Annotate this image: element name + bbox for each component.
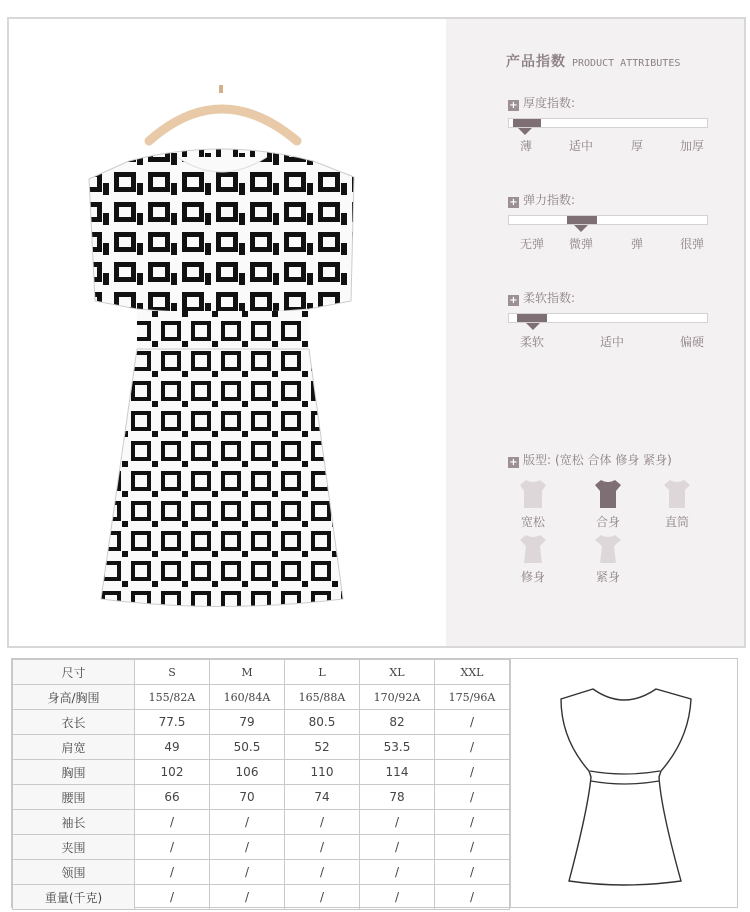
product-photo <box>9 19 446 646</box>
table-cell: / <box>435 860 510 885</box>
table-cell: 52 <box>285 735 360 760</box>
table-cell: / <box>210 835 285 860</box>
table-cell: 49 <box>135 735 210 760</box>
triangle-down-icon <box>574 225 588 232</box>
softness-fill <box>517 314 547 322</box>
dress-shape-icon <box>594 534 622 564</box>
table-cell: 160/84A <box>210 685 285 710</box>
dress-shape-icon <box>663 479 691 509</box>
table-cell: 70 <box>210 785 285 810</box>
table-cell: / <box>360 810 435 835</box>
size-label: M <box>210 660 285 685</box>
dress-sketch <box>510 659 737 907</box>
table-cell: 66 <box>135 785 210 810</box>
softness-ticks: 柔软 适中 偏硬 <box>519 335 705 349</box>
table-cell: / <box>210 860 285 885</box>
table-cell: / <box>360 835 435 860</box>
dress-shape-icon <box>519 534 547 564</box>
table-cell: / <box>210 810 285 835</box>
table-cell: / <box>435 710 510 735</box>
product-attributes-panel <box>446 19 744 646</box>
table-row <box>13 835 510 860</box>
row-label: 袖长 <box>13 810 135 835</box>
table-cell: / <box>360 885 435 910</box>
row-label: 衣长 <box>13 710 135 735</box>
size-label: L <box>285 660 360 685</box>
softness-scale <box>508 313 708 323</box>
fit-shape-fitted-selected: 合身 <box>588 479 628 530</box>
table-row <box>13 860 510 885</box>
table-cell: / <box>435 835 510 860</box>
plus-icon: + <box>509 100 518 111</box>
dress-outline-icon <box>511 659 738 907</box>
table-cell: / <box>435 785 510 810</box>
attributes-title-zh: 产品指数 <box>506 54 566 70</box>
fit-shape-straight: 直筒 <box>657 479 697 530</box>
fit-options: (宽松 合体 修身 紧身) <box>555 453 672 467</box>
table-cell: / <box>285 810 360 835</box>
table-cell: / <box>435 885 510 910</box>
table-cell: 53.5 <box>360 735 435 760</box>
attributes-title-en: PRODUCT ATTRIBUTES <box>572 58 681 69</box>
table-cell: 102 <box>135 760 210 785</box>
table-cell: 79 <box>210 710 285 735</box>
table-cell: / <box>435 760 510 785</box>
table-row <box>13 760 510 785</box>
row-label: 身高/胸围 <box>13 685 135 710</box>
size-label: S <box>135 660 210 685</box>
table-cell: 110 <box>285 760 360 785</box>
size-table <box>12 659 510 910</box>
size-chart <box>11 658 738 908</box>
table-cell: / <box>435 810 510 835</box>
row-label: 领围 <box>13 860 135 885</box>
row-label: 夹围 <box>13 835 135 860</box>
softness-label: + 柔软指数: <box>509 291 576 306</box>
elasticity-fill <box>567 216 597 224</box>
table-cell: 114 <box>360 760 435 785</box>
hanger-icon <box>149 85 297 141</box>
table-cell: / <box>210 885 285 910</box>
size-table-header <box>13 660 510 685</box>
table-cell: 82 <box>360 710 435 735</box>
elasticity-ticks: 无弹 微弹 弹 很弹 <box>519 237 705 251</box>
plus-icon: + <box>509 197 518 208</box>
row-label: 重量(千克) <box>13 885 135 910</box>
table-cell: 77.5 <box>135 710 210 735</box>
table-cell: / <box>135 810 210 835</box>
table-cell: / <box>435 735 510 760</box>
table-cell: 106 <box>210 760 285 785</box>
table-cell: 175/96A <box>435 685 510 710</box>
fit-shape-slim: 修身 <box>513 534 553 585</box>
table-cell: / <box>135 835 210 860</box>
table-cell: 170/92A <box>360 685 435 710</box>
table-cell: 80.5 <box>285 710 360 735</box>
size-label: XL <box>360 660 435 685</box>
elasticity-scale <box>508 215 708 225</box>
table-cell: 155/82A <box>135 685 210 710</box>
row-label: 腰围 <box>13 785 135 810</box>
thickness-fill <box>513 119 541 127</box>
dress-shape-icon <box>519 479 547 509</box>
table-cell: 165/88A <box>285 685 360 710</box>
thickness-label: + 厚度指数: <box>509 96 576 111</box>
row-label: 肩宽 <box>13 735 135 760</box>
table-row <box>13 735 510 760</box>
thickness-scale <box>508 118 708 128</box>
thickness-ticks: 薄 适中 厚 加厚 <box>519 139 705 153</box>
row-label: 尺寸 <box>13 660 135 685</box>
table-row <box>13 885 510 910</box>
table-cell: / <box>135 885 210 910</box>
table-cell: 50.5 <box>210 735 285 760</box>
table-row <box>13 785 510 810</box>
fit-label: + 版型: (宽松 合体 修身 紧身) <box>509 453 672 468</box>
table-cell: / <box>135 860 210 885</box>
table-cell: / <box>360 860 435 885</box>
dress-image <box>9 19 446 646</box>
plus-icon: + <box>509 295 518 306</box>
table-cell: / <box>285 885 360 910</box>
table-cell: / <box>285 835 360 860</box>
product-overview <box>7 17 746 648</box>
table-row <box>13 710 510 735</box>
fit-shape-tight: 紧身 <box>588 534 628 585</box>
plus-icon: + <box>509 457 518 468</box>
table-row <box>13 810 510 835</box>
dress-shape-icon <box>594 479 622 509</box>
triangle-down-icon <box>518 128 532 135</box>
triangle-down-icon <box>526 323 540 330</box>
table-row <box>13 685 510 710</box>
table-cell: 78 <box>360 785 435 810</box>
table-cell: / <box>285 860 360 885</box>
size-label: XXL <box>435 660 510 685</box>
fit-shape-loose: 宽松 <box>513 479 553 530</box>
row-label: 胸围 <box>13 760 135 785</box>
attributes-title <box>506 51 680 71</box>
table-cell: 74 <box>285 785 360 810</box>
elasticity-label: + 弹力指数: <box>509 193 576 208</box>
